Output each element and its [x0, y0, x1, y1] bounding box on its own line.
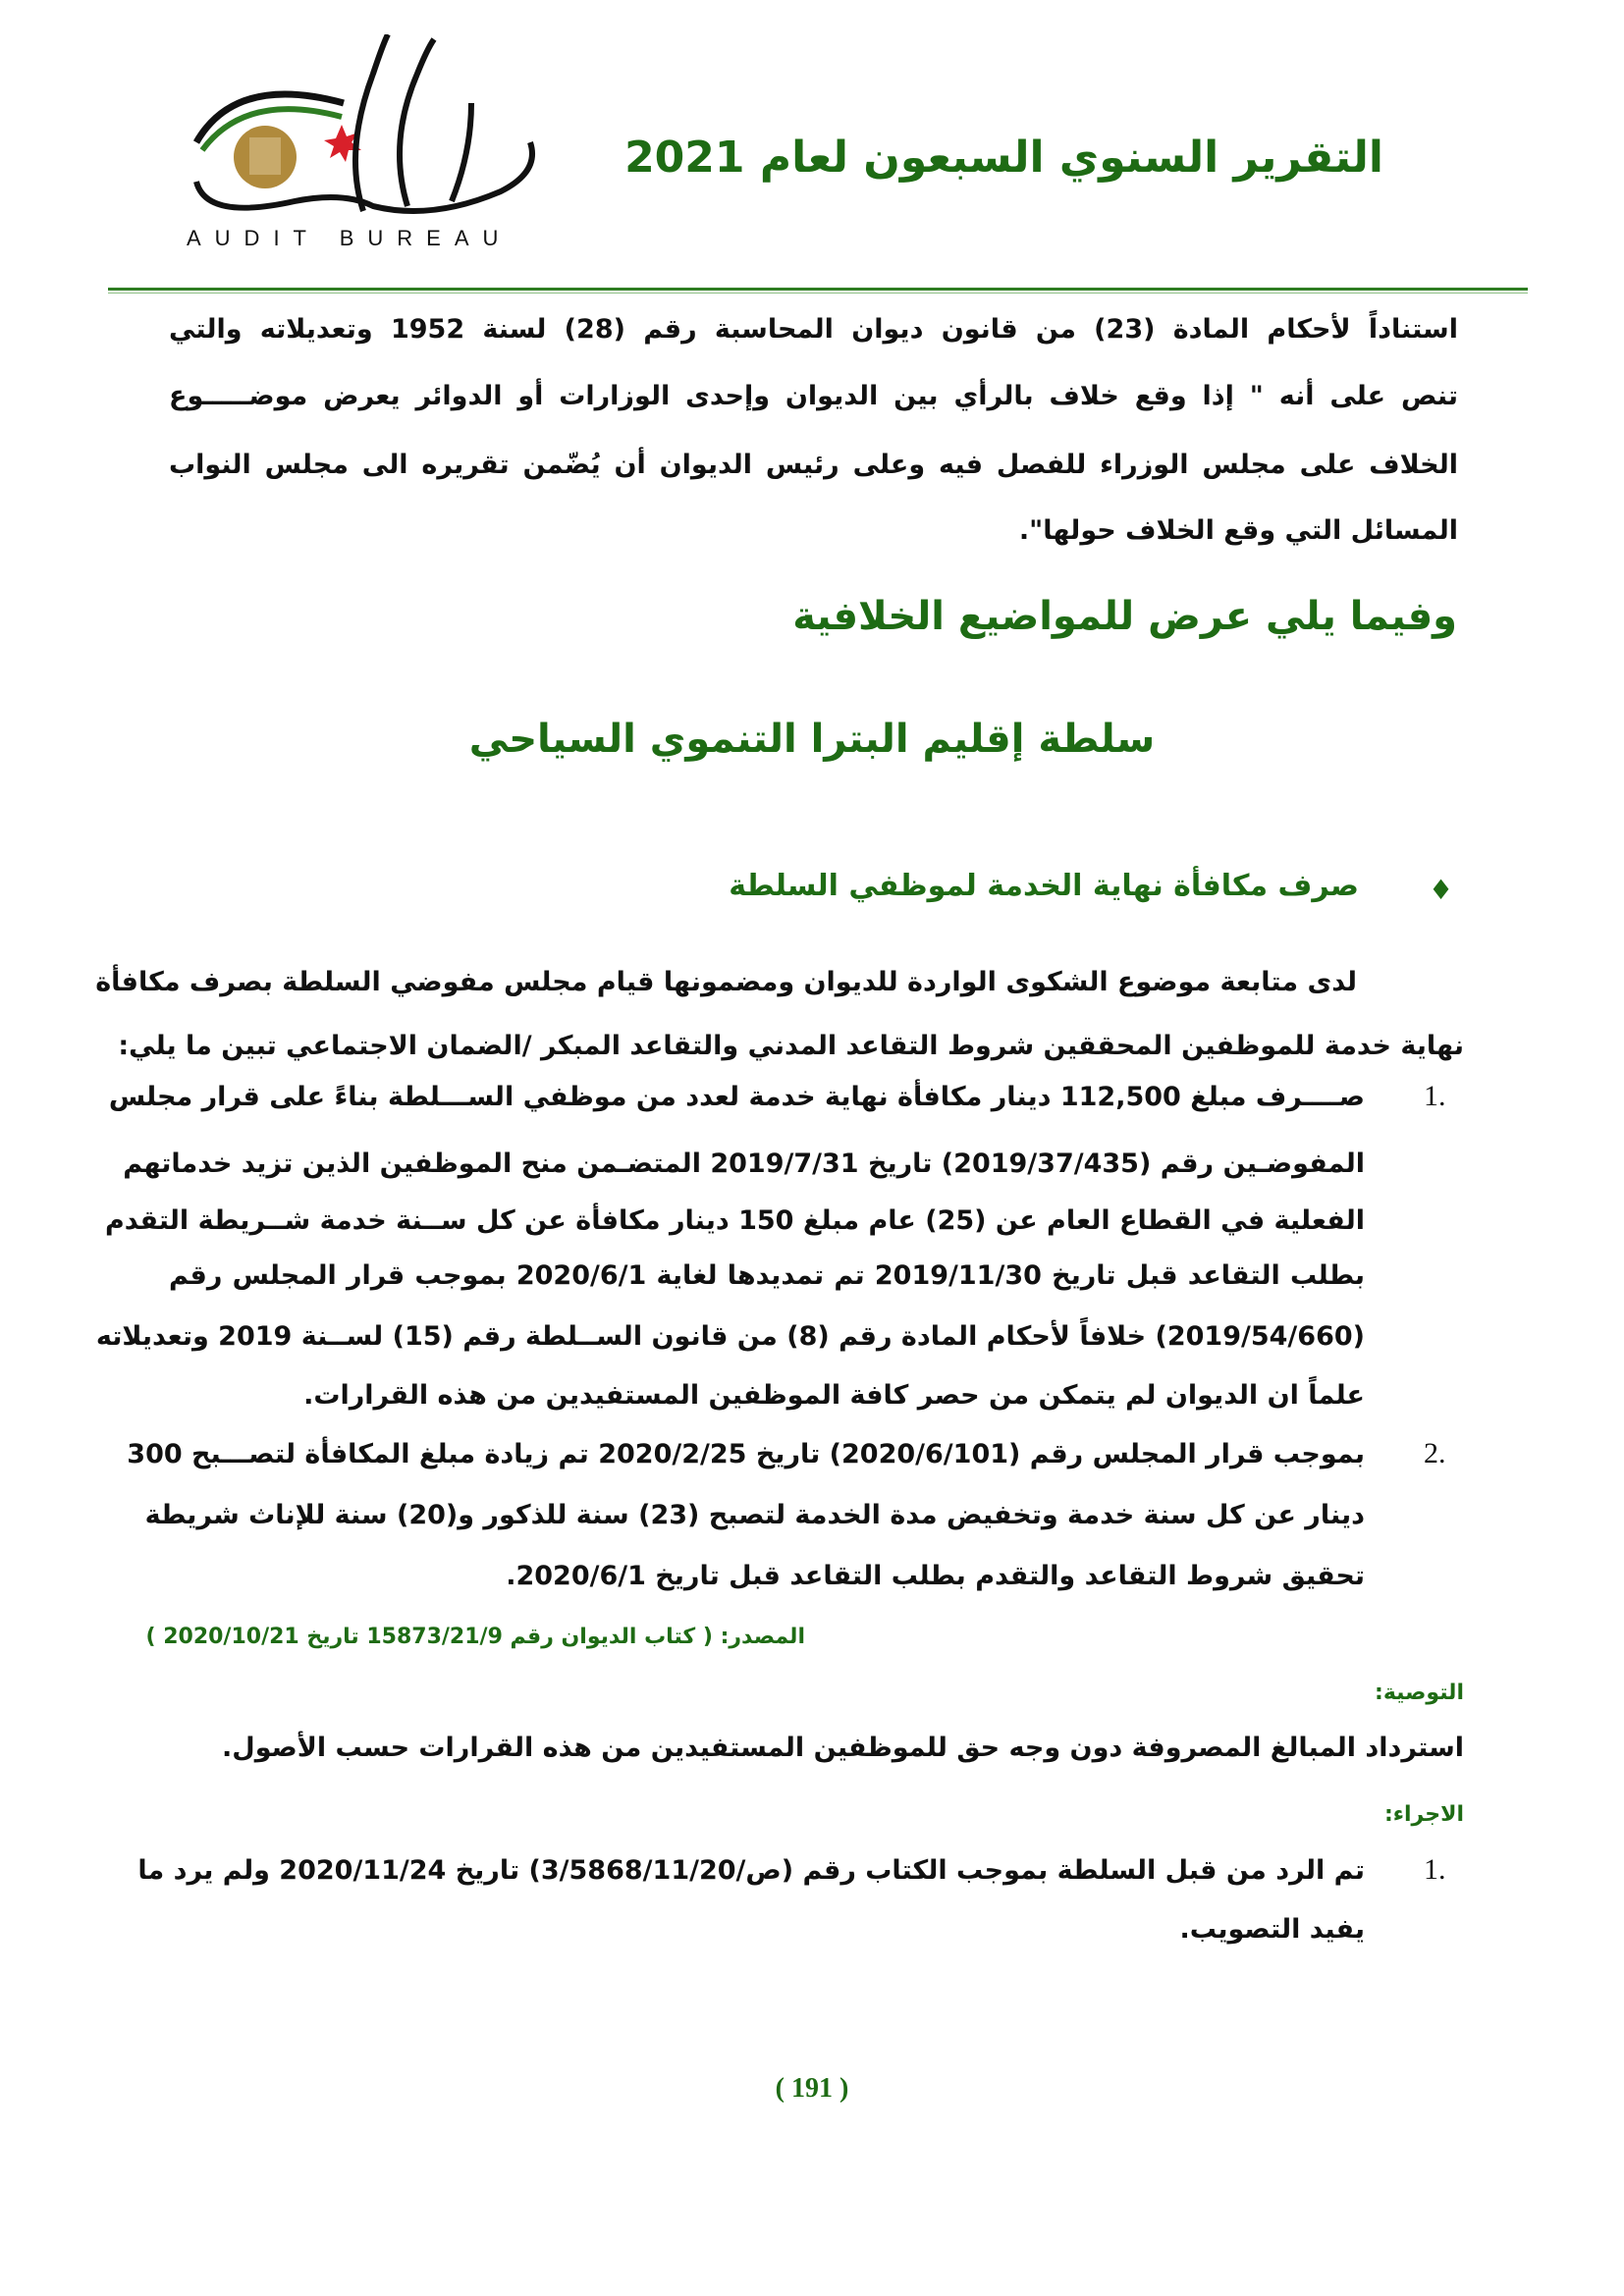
- recommendation-label: التوصية:: [1375, 1681, 1464, 1705]
- topic-title: صرف مكافأة نهاية الخدمة لموظفي السلطة: [729, 869, 1359, 903]
- intro-line: استناداً لأحكام المادة (23) من قانون ديوان المحاسبة رقم (28) لسنة 1952 وتعديلاته والتي: [169, 314, 1458, 345]
- page-number: ( 191 ): [775, 2073, 849, 2104]
- logo-text: AUDIT BUREAU: [187, 226, 513, 250]
- list-item-line: صــــرف مبلغ 112,500 دينار مكافأة نهاية خدمة لعدد من موظفي الســـلطة بناءً على قرار مجلس: [108, 1082, 1365, 1112]
- list-item-line: تحقيق شروط التقاعد والتقدم بطلب التقاعد قبل تاريخ 2020/6/1.: [506, 1561, 1365, 1591]
- list-item-line: علماً ان الديوان لم يتمكن من حصر كافة الموظفين المستفيدين من هذه القرارات.: [303, 1380, 1365, 1411]
- audit-bureau-logo: [177, 34, 555, 255]
- bullet-diamond-icon: ♦: [1429, 874, 1454, 906]
- list-item-line: بموجب قرار المجلس رقم (2020/6/101) تاريخ 2020/2/25 تم زيادة مبلغ المكافأة لتصـــبح 300: [127, 1439, 1365, 1469]
- source-reference: المصدر: ( كتاب الديوان رقم 15873/21/9 تاريخ 2020/10/21 ): [145, 1625, 805, 1649]
- intro-line: المسائل التي وقع الخلاف حولها".: [1018, 515, 1458, 546]
- list-item-line: (2019/54/660) خلافاً لأحكام المادة رقم (8) من قانون الســلطة رقم (15) لســنة 2019 وتعديلاته: [95, 1321, 1365, 1352]
- action-line: يفيد التصويب.: [1179, 1914, 1365, 1945]
- list-number: 2.: [1424, 1437, 1446, 1469]
- list-number: 1.: [1424, 1853, 1446, 1886]
- action-label: الاجراء:: [1383, 1802, 1464, 1827]
- topic-intro-line: لدى متابعة موضوع الشكوى الواردة للديوان ومضمونها قيام مجلس مفوضي السلطة بصرف مكافأة: [95, 967, 1357, 997]
- section-heading: وفيما يلي عرض للمواضيع الخلافية: [792, 594, 1457, 639]
- list-item-line: بطلب التقاعد قبل تاريخ 2019/11/30 تم تمديدها لغاية 2020/6/1 بموجب قرار المجلس رقم: [169, 1260, 1366, 1291]
- intro-line: تنص على أنه " إذا وقع خلاف بالرأي بين الديوان وإحدى الوزارات أو الدوائر يعرض موضـــــوع: [169, 381, 1458, 411]
- entity-heading: سلطة إقليم البترا التنموي السياحي: [468, 717, 1156, 762]
- action-line: تم الرد من قبل السلطة بموجب الكتاب رقم (ص/3/5868/11/20) تاريخ 2020/11/24 ولم يرد ما: [137, 1855, 1365, 1886]
- header-divider: [108, 288, 1528, 291]
- list-item-line: دينار عن كل سنة خدمة وتخفيض مدة الخدمة لتصبح (23) سنة للذكور و(20) سنة للإناث شريطة: [144, 1500, 1365, 1530]
- list-number: 1.: [1424, 1080, 1446, 1112]
- list-item-line: المفوضـين رقم (2019/37/435) تاريخ 2019/7/31 المتضـمن منح الموظفين الذين تزيد خدماتهم: [123, 1148, 1365, 1179]
- list-item-line: الفعلية في القطاع العام عن (25) عام مبلغ 150 دينار مكافأة عن كل ســنة خدمة شــريطة التقدم: [104, 1205, 1365, 1236]
- header-divider-thin: [108, 293, 1528, 294]
- topic-intro-line: نهاية خدمة للموظفين المحققين شروط التقاعد المدني والتقاعد المبكر /الضمان الاجتماعي تبين ما يلي:: [118, 1031, 1464, 1061]
- report-title: التقرير السنوي السبعون لعام 2021: [624, 133, 1383, 183]
- recommendation-text: استرداد المبالغ المصروفة دون وجه حق للموظفين المستفيدين من هذه القرارات حسب الأصول.: [222, 1733, 1464, 1763]
- logo-calligraphy-icon: [177, 34, 555, 221]
- intro-line: الخلاف على مجلس الوزراء للفصل فيه وعلى رئيس الديوان أن يُضّمن تقريره الى مجلس النواب: [169, 450, 1458, 480]
